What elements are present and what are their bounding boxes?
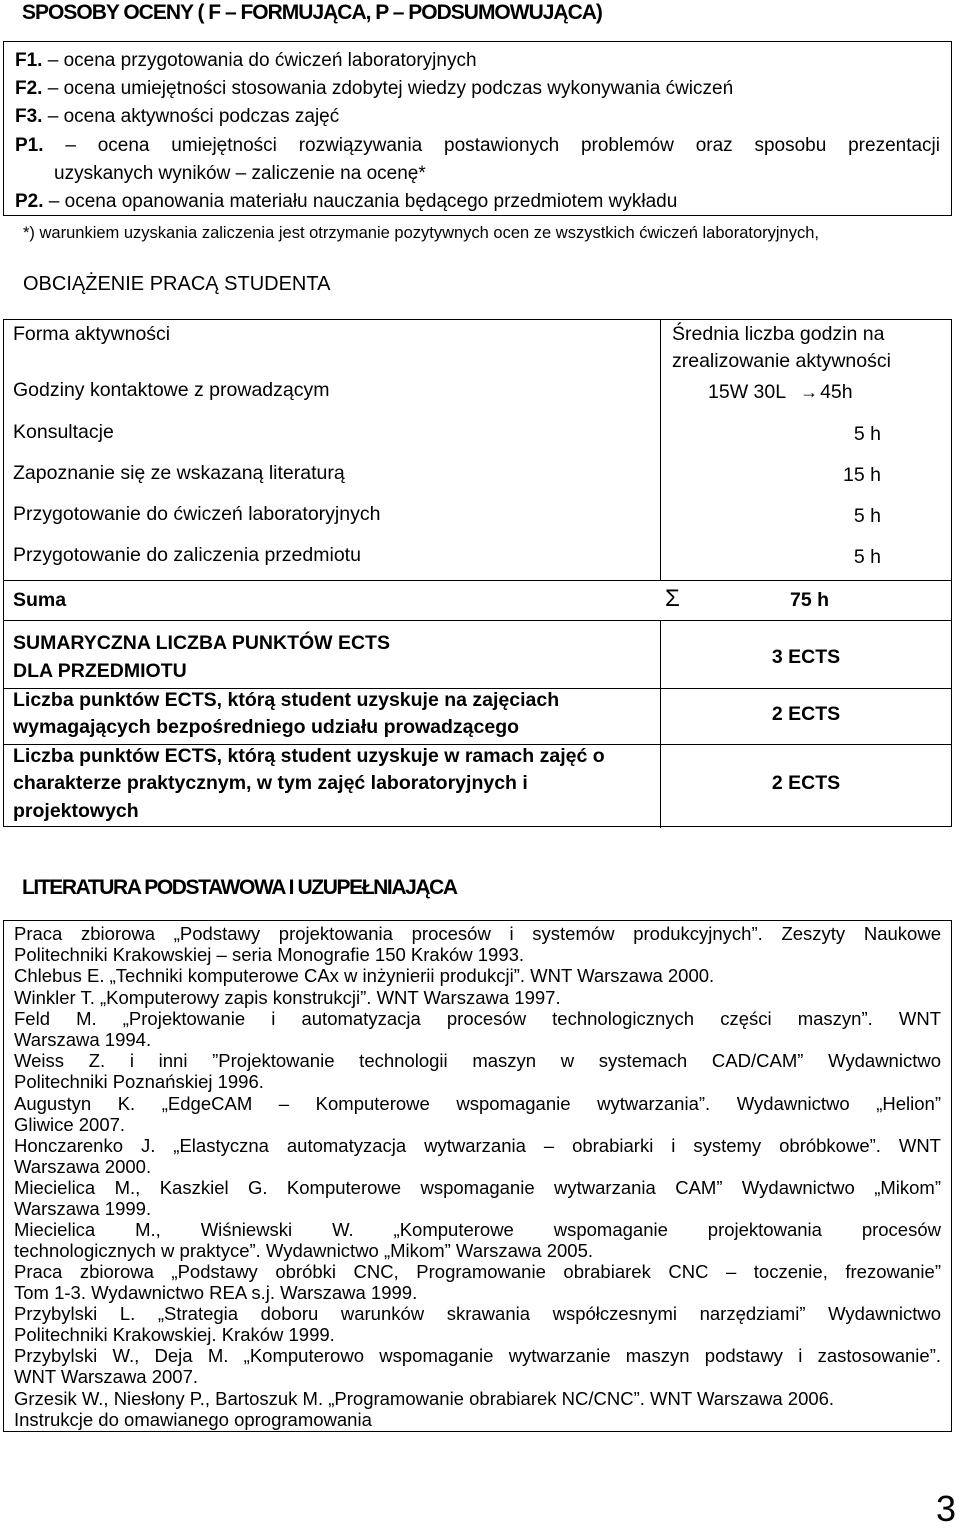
entry-line2: Warszawa 1994. xyxy=(14,1028,152,1050)
entry-line2: Politechniki Krakowskiej – seria Monografie 150 Kraków 1993. xyxy=(14,943,525,965)
item-code: F1. xyxy=(15,50,43,71)
item-code: P1. xyxy=(15,135,44,156)
contact-total: 45h xyxy=(820,381,853,403)
literature-entry xyxy=(14,966,941,987)
assessment-item-f2 xyxy=(15,78,733,100)
item-text: – ocena umiejętności rozwiązywania postawionych problemów oraz sposobu prezentacji xyxy=(43,135,940,156)
assessment-item-f3 xyxy=(15,106,339,128)
literature-entry xyxy=(14,1262,941,1303)
ects-total-label-line1: SUMARYCZNA LICZBA PUNKTÓW ECTS xyxy=(13,632,390,654)
ects-total-value: 3 ECTS xyxy=(771,646,841,668)
contact-breakdown: 15W 30L xyxy=(708,381,787,403)
entry-line1: Przybylski W., Deja M. „Komputerowo wspomaganie wytwarzanie maszyn podstawy i zastosowanie”. xyxy=(14,1345,941,1366)
row-label-consultations: Konsultacje xyxy=(13,421,114,443)
assessment-heading: SPOSOBY OCENY ( F – FORMUJĄCA, P – PODSUMOWUJĄCA) xyxy=(22,1,602,24)
sum-value: 75 h xyxy=(790,589,830,611)
entry-line2: Tom 1-3. Wydawnictwo REA s.j. Warszawa 1999. xyxy=(14,1281,418,1303)
entry-line1: Przybylski L. „Strategia doboru warunków skrawania współczesnymi narzędziami” Wydawnictwo xyxy=(14,1303,941,1324)
entry-line1: Miecielica M., Wiśniewski W. „Komputerowe wspomaganie projektowania procesów xyxy=(14,1219,941,1240)
workload-table xyxy=(3,319,952,827)
row-label-exam-prep: Przygotowanie do zaliczenia przedmiotu xyxy=(13,544,361,566)
literature-entry xyxy=(14,1094,941,1135)
row-label-contact: Godziny kontaktowe z prowadzącym xyxy=(13,379,330,401)
entry-line1: Winkler T. „Komputerowy zapis konstrukcji”. WNT Warszawa 1997. xyxy=(14,987,561,1008)
literature-entry xyxy=(14,924,941,965)
literature-entry xyxy=(14,1136,941,1177)
assessment-item-p1-cont: uzyskanych wyników – zaliczenie na ocenę* xyxy=(54,163,426,184)
ects-practical-value: 2 ECTS xyxy=(771,772,841,794)
row-value-contact xyxy=(708,381,853,404)
item-text: – ocena przygotowania do ćwiczeń laboratoryjnych xyxy=(42,50,477,71)
entry-line2: Politechniki Krakowskiej. Kraków 1999. xyxy=(14,1323,335,1345)
literature-entry xyxy=(14,1051,941,1092)
entry-line2: technologicznych w praktyce”. Wydawnictwo „Mikom” Warszawa 2005. xyxy=(14,1239,594,1261)
page-number: 3 xyxy=(935,1488,956,1529)
item-code: F2. xyxy=(15,78,43,99)
literature-entry xyxy=(14,1304,941,1345)
sigma-icon: Σ xyxy=(665,585,680,612)
entry-line1: Praca zbiorowa „Podstawy obróbki CNC, Programowanie obrabiarek CNC – toczenie, frezowanie” xyxy=(14,1261,941,1282)
literature-box xyxy=(3,920,952,1432)
ects-practical-label-line3: projektowych xyxy=(13,800,139,822)
sum-label: Suma xyxy=(13,589,67,611)
col-divider-upper xyxy=(660,320,661,580)
entry-line2: WNT Warszawa 2007. xyxy=(14,1365,199,1387)
item-code: F3. xyxy=(15,106,43,127)
ects-contact-label-line2: wymagających bezpośredniego udziału prowadzącego xyxy=(13,716,520,738)
arrow-right-icon: → xyxy=(800,382,819,402)
assessment-item-p1 xyxy=(15,135,940,157)
entry-line1: Miecielica M., Kaszkiel G. Komputerowe wspomaganie wytwarzania CAM” Wydawnictwo „Mikom” xyxy=(14,1177,941,1198)
entry-line2: Warszawa 1999. xyxy=(14,1197,152,1219)
workload-heading-text: OBCIĄŻENIE PRACĄ STUDENTA xyxy=(23,273,331,295)
literature-entry xyxy=(14,1220,941,1261)
literature-entry xyxy=(14,1346,941,1387)
item-text: – ocena aktywności podczas zajęć xyxy=(42,106,340,127)
entry-line1: Feld M. „Projektowanie i automatyzacja procesów technologicznych części maszyn”. WNT xyxy=(14,1008,941,1029)
ects-contact-value: 2 ECTS xyxy=(771,703,841,725)
literature-entry xyxy=(14,1389,941,1430)
assessment-item-f1 xyxy=(15,50,477,72)
ects-contact-label-line1: Liczba punktów ECTS, którą student uzyskuje na zajęciach xyxy=(13,689,560,711)
item-text: – ocena opanowania materiału nauczania będącego przedmiotem wykładu xyxy=(43,191,678,212)
row-value-consultations: 5 h xyxy=(853,423,881,445)
ects-practical-label-line1: Liczba punktów ECTS, którą student uzyskuje w ramach zajęć o xyxy=(13,745,605,767)
entry-line2: Politechniki Poznańskiej 1996. xyxy=(14,1070,264,1092)
row-value-lab-prep: 5 h xyxy=(853,505,881,527)
entry-line2: Gliwice 2007. xyxy=(14,1113,126,1135)
ects-practical-label-line2: charakterze praktycznym, w tym zajęć laboratoryjnych i xyxy=(13,772,528,794)
ects-total-label-line2: DLA PRZEDMIOTU xyxy=(13,660,187,682)
entry-line2: Instrukcje do omawianego oprogramowania xyxy=(14,1408,372,1430)
literature-entry xyxy=(14,1178,941,1219)
literature-entry xyxy=(14,1009,941,1050)
item-code: P2. xyxy=(15,191,44,212)
entry-line1: Weiss Z. i inni ”Projektowanie technologii maszyn w systemach CAD/CAM” Wydawnictwo xyxy=(14,1050,941,1071)
row-value-exam-prep: 5 h xyxy=(853,546,881,568)
col2-header-line2: zrealizowanie aktywności xyxy=(672,350,891,372)
entry-line1: Grzesik W., Niesłony P., Bartoszuk M. „Programowanie obrabiarek NC/CNC”. WNT Warszawa 2006. xyxy=(14,1388,835,1409)
entry-line1: Honczarenko J. „Elastyczna automatyzacja wytwarzania – obrabiarki i systemy obróbkowe”. WNT xyxy=(14,1135,941,1156)
assessment-box xyxy=(3,41,952,216)
assessment-item-p2 xyxy=(15,191,677,213)
row-label-lab-prep: Przygotowanie do ćwiczeń laboratoryjnych xyxy=(13,503,381,525)
entry-line1: Praca zbiorowa „Podstawy projektowania procesów i systemów produkcyjnych”. Zeszyty Naukowe xyxy=(14,923,941,944)
col1-header: Forma aktywności xyxy=(13,323,171,345)
row-divider-sum-bottom xyxy=(4,620,951,621)
entry-line2: Warszawa 2000. xyxy=(14,1155,152,1177)
assessment-footnote: *) warunkiem uzyskania zaliczenia jest otrzymanie pozytywnych ocen ze wszystkich ćwiczeń laboratoryjnych, xyxy=(23,224,819,242)
row-value-literature: 15 h xyxy=(843,464,881,486)
literature-heading: LITERATURA PODSTAWOWA I UZUPEŁNIAJĄCA xyxy=(22,876,457,899)
row-label-literature: Zapoznanie się ze wskazaną literaturą xyxy=(13,462,345,484)
workload-heading xyxy=(23,273,330,296)
literature-entry xyxy=(14,988,941,1009)
col2-header-line1: Średnia liczba godzin na xyxy=(672,323,885,345)
entry-line1: Augustyn K. „EdgeCAM – Komputerowe wspomaganie wytwarzania”. Wydawnictwo „Helion” xyxy=(14,1093,941,1114)
entry-line1: Chlebus E. „Techniki komputerowe CAx w inżynierii produkcji”. WNT Warszawa 2000. xyxy=(14,965,715,986)
row-divider-sum-top xyxy=(4,580,951,581)
item-text: – ocena umiejętności stosowania zdobytej wiedzy podczas wykonywania ćwiczeń xyxy=(42,78,734,99)
